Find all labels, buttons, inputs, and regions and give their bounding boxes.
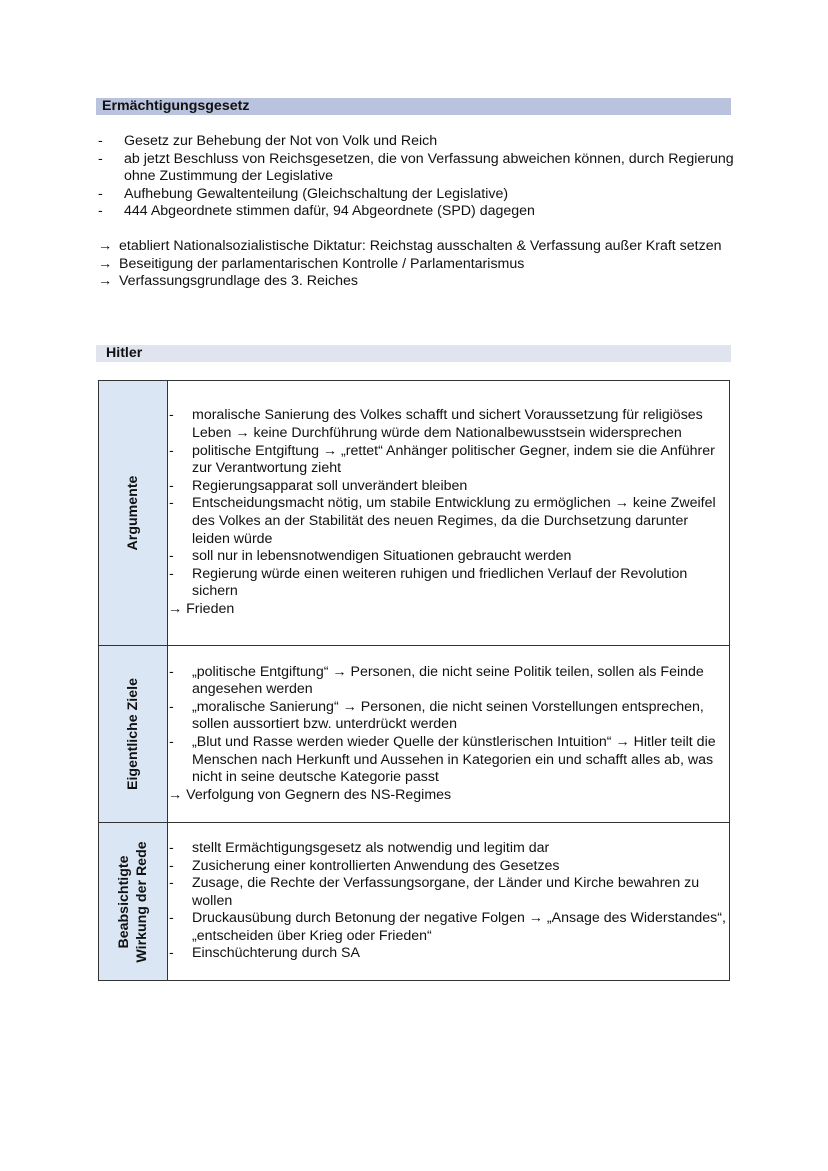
bullet-item: - Druckausübung durch Betonung der negative Folgen → „Ansage des Widerstandes“, „entscheiden über Krieg oder Frieden“ [169,910,726,944]
row-content-cell [168,646,730,823]
table-row-argumente [99,381,730,646]
dash-bullet: - [169,734,174,750]
bullet-item: - ab jetzt Beschluss von Reichsgesetzen, die von Verfassung abweichen können, durch Regierung ohne Zustimmung der Legislative [98,150,734,185]
bullet-item: - Entscheidungsmacht nötig, um stabile Entwicklung zu ermöglichen → keine Zweifel des Volkes an der Stabilität des neuen Regimes, da die Durchsetzung darunter leiden würde [169,495,716,547]
dash-bullet: - [169,875,174,892]
bullet-item: - Zusage, die Rechte der Verfassungsorgane, der Länder und Kirche bewahren zu wollen [169,875,700,909]
dash-bullet: - [98,203,103,220]
bullet-item: - „moralische Sanierung“ → Personen, die nicht seinen Vorstellungen entsprechen, sollen aussortiert bzw. unterdrückt werden [169,698,704,733]
bullet-item: - politische Entgiftung → „rettet“ Anhänger politischer Gegner, indem sie die Anführer zur Verantwortung zieht [169,442,715,477]
arrow-right-icon: → [98,273,113,290]
arrow-right-icon: → [168,786,183,803]
dash-bullet: - [169,477,174,494]
bullet-item: - Zusicherung einer kontrollierten Anwendung des Gesetzes [169,857,560,874]
row-label-eigentliche-ziele: Eigentliche Ziele [125,678,141,790]
dash-bullet: - [169,495,174,512]
arrow-right-icon: → [168,600,183,617]
bullet-item: - 444 Abgeordnete stimmen dafür, 94 Abgeordnete (SPD) dagegen [98,203,535,220]
dash-bullet: - [98,150,103,167]
row-label-cell [99,823,168,981]
conclusion-item: → Verfassungsgrundlage des 3. Reiches [98,273,358,290]
row-label-cell [99,381,168,646]
bullet-item: - stellt Ermächtigungsgesetz als notwendig und legitim dar [169,839,550,856]
row-label-argumente: Argumente [125,475,141,551]
conclusion-item: → etabliert Nationalsozialistische Diktatur: Reichstag ausschalten & Verfassung außer Kraft setzen [98,238,722,254]
section-heading-ermaechtigungsgesetz: Ermächtigungsgesetz [96,98,731,115]
dash-bullet: - [169,857,174,874]
beabsichtigte-wirkung-bullet-list [168,840,729,963]
table-row-beabsichtigte-wirkung [99,823,730,981]
dash-bullet: - [98,185,103,202]
conclusion-item: → Beseitigung der parlamentarischen Kontrolle / Parlamentarismus [98,255,525,272]
hitler-analysis-table [98,380,730,981]
bullet-item: - Aufhebung Gewaltenteilung (Gleichschaltung der Legislative) [98,185,509,202]
dash-bullet: - [169,910,174,927]
row-label-beabsichtigte-wirkung: Beabsichtigte Wirkung der Rede [116,840,150,963]
dash-bullet: - [169,839,174,856]
ermaechtigungsgesetz-bullet-list [96,133,736,221]
section-heading-hitler: Hitler [96,345,731,362]
row-content-cell [168,823,730,981]
dash-bullet: - [169,663,174,680]
dash-bullet: - [169,698,174,715]
dash-bullet: - [169,565,174,582]
row-label-cell [99,646,168,823]
dash-bullet: - [169,945,174,962]
row-content-cell [168,381,730,646]
dash-bullet: - [98,133,103,149]
bullet-item: - moralische Sanierung des Volkes schafft und sichert Voraussetzung für religiöses Leben → keine Durchführung würde dem Nationalbewusstsein widersprechen [169,407,703,442]
bullet-item: - Gesetz zur Behebung der Not von Volk und Reich [98,133,438,149]
bullet-item: - Einschüchterung durch SA [169,945,360,962]
row-conclusion: → Verfolgung von Gegnern des NS-Regimes [168,786,452,803]
dash-bullet: - [169,442,174,459]
bullet-item: - Regierungsapparat soll unverändert bleiben [169,477,468,494]
dash-bullet: - [169,548,174,565]
bullet-item: - „Blut und Rasse werden wieder Quelle der künstlerischen Intuition“ → Hitler teilt die Menschen nach Herkunft und Aussehen in Kategorien ein und schafft alles ab, was nicht in seine deutsche Kategorie passt [169,734,716,786]
argumente-bullet-list [168,407,729,601]
row-conclusion: → Frieden [168,600,235,617]
eigentliche-ziele-bullet-list [168,664,729,787]
bullet-item: - soll nur in lebensnotwendigen Situationen gebraucht werden [169,548,572,565]
ermaechtigungsgesetz-conclusions [98,238,738,291]
bullet-item: - „politische Entgiftung“ → Personen, die nicht seine Politik teilen, sollen als Feinde angesehen werden [169,663,704,698]
dash-bullet: - [169,407,174,424]
bullet-item: - Regierung würde einen weiteren ruhigen und friedlichen Verlauf der Revolution sichern [169,565,688,600]
arrow-right-icon: → [98,238,113,254]
table-row-eigentliche-ziele [99,646,730,823]
arrow-right-icon: → [98,255,113,272]
